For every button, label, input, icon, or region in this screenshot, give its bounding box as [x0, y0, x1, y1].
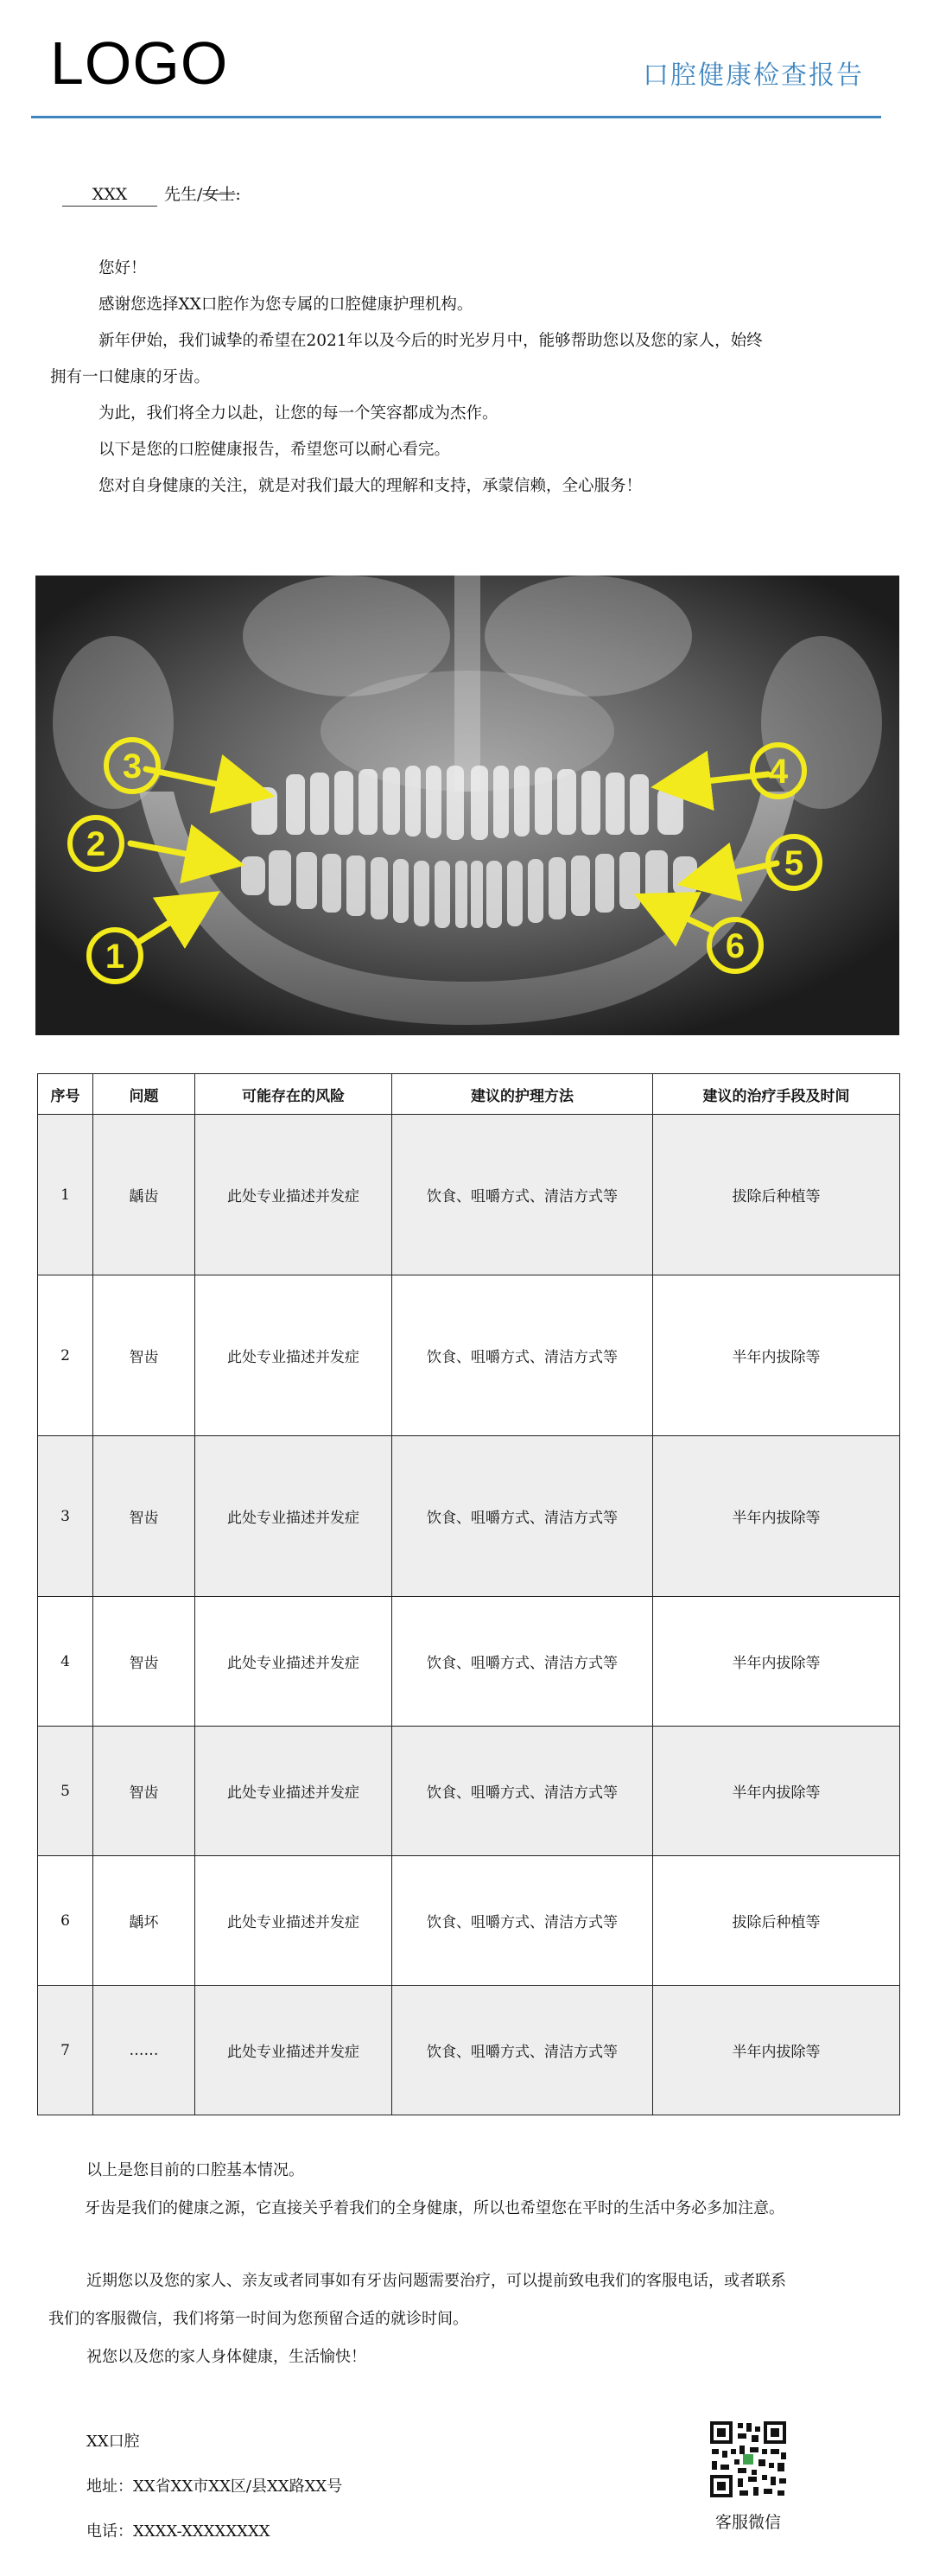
salutation-colon: : [235, 185, 241, 204]
table-row [38, 1597, 900, 1727]
closing-line: 近期您以及您的家人、亲友或者同事如有牙齿问题需要治疗，可以提前致电我们的客服电话，或者联系 [86, 2272, 786, 2290]
panoramic-xray-image [35, 576, 899, 1035]
letter-paragraph: 以下是您的口腔健康报告，希望您可以耐心看完。 [98, 441, 451, 459]
table-row [38, 1856, 900, 1986]
qr-code-icon [708, 2420, 788, 2499]
clinic-name: XX口腔 [86, 2433, 140, 2451]
letter-body [50, 251, 874, 505]
cell-care: 饮食、咀嚼方式、清洁方式等 [392, 1275, 653, 1436]
cell-issue: 智齿 [93, 1597, 195, 1727]
cell-index: 7 [38, 1986, 93, 2115]
closing-line: 以上是您目前的口腔基本情况。 [86, 2161, 304, 2179]
cell-issue: 龋坏 [93, 1856, 195, 1986]
letter-paragraph: 新年伊始，我们诚挚的希望在2021年以及今后的时光岁月中，能够帮助您以及您的家人，始终 [98, 332, 763, 350]
cell-risk: 此处专业描述并发症 [195, 1597, 392, 1727]
table-row [38, 1275, 900, 1436]
column-header: 序号 [38, 1074, 93, 1115]
table-row [38, 1727, 900, 1856]
clinic-phone: 电话：XXXX-XXXXXXXX [86, 2522, 270, 2541]
cell-issue: 智齿 [93, 1436, 195, 1597]
cell-index: 5 [38, 1727, 93, 1856]
cell-treatment: 拔除后种植等 [653, 1856, 900, 1986]
cell-treatment: 半年内拔除等 [653, 1727, 900, 1856]
report-table [37, 1073, 900, 2115]
cell-risk: 此处专业描述并发症 [195, 1436, 392, 1597]
table-row [38, 1115, 900, 1275]
table-row [38, 1986, 900, 2115]
salutation-struck-title: 女士 [202, 185, 236, 204]
column-header: 建议的护理方法 [392, 1074, 653, 1115]
column-header: 可能存在的风险 [195, 1074, 392, 1115]
column-header: 建议的治疗手段及时间 [653, 1074, 900, 1115]
table-row [38, 1436, 900, 1597]
cell-care: 饮食、咀嚼方式、清洁方式等 [392, 1115, 653, 1275]
cell-index: 1 [38, 1115, 93, 1275]
cell-risk: 此处专业描述并发症 [195, 1115, 392, 1275]
cell-treatment: 半年内拔除等 [653, 1986, 900, 2115]
cell-index: 4 [38, 1597, 93, 1727]
cell-issue: 智齿 [93, 1727, 195, 1856]
cell-care: 饮食、咀嚼方式、清洁方式等 [392, 1986, 653, 2115]
qr-code-label: 客服微信 [714, 2513, 781, 2532]
letter-greeting: 您好！ [98, 259, 147, 277]
closing-section [48, 2152, 907, 2376]
closing-line: 牙齿是我们的健康之源，它直接关乎着我们的全身健康，所以也希望您在平时的生活中务必多加注意。 [85, 2199, 784, 2217]
cell-risk: 此处专业描述并发症 [195, 1727, 392, 1856]
report-title: 口腔健康检查报告 [643, 60, 864, 91]
cell-care: 饮食、咀嚼方式、清洁方式等 [392, 1597, 653, 1727]
cell-issue: 龋齿 [93, 1115, 195, 1275]
cell-treatment: 半年内拔除等 [653, 1597, 900, 1727]
cell-issue: …… [93, 1986, 195, 2115]
logo: LOGO [50, 29, 229, 97]
patient-name: XXX [62, 185, 157, 207]
wechat-qr-code[interactable] [708, 2420, 788, 2499]
header-divider [31, 116, 881, 118]
marker-label-2: 2 [86, 825, 106, 863]
marker-label-5: 5 [784, 844, 804, 882]
marker-label-4: 4 [768, 753, 789, 791]
table-header-row [38, 1074, 900, 1115]
cell-risk: 此处专业描述并发症 [195, 1856, 392, 1986]
letter-paragraph-continued: 拥有一口健康的牙齿。 [50, 368, 211, 386]
letter-paragraph: 为此，我们将全力以赴，让您的每一个笑容都成为杰作。 [98, 404, 498, 423]
letter-paragraph: 感谢您选择XX口腔作为您专属的口腔健康护理机构。 [98, 296, 473, 314]
column-header: 问题 [93, 1074, 195, 1115]
cell-treatment: 半年内拔除等 [653, 1436, 900, 1597]
closing-line-continued: 我们的客服微信，我们将第一时间为您预留合适的就诊时间。 [48, 2310, 468, 2328]
cell-care: 饮食、咀嚼方式、清洁方式等 [392, 1436, 653, 1597]
xray-drawing [35, 576, 899, 1035]
cell-treatment: 半年内拔除等 [653, 1275, 900, 1436]
cell-index: 2 [38, 1275, 93, 1436]
cell-issue: 智齿 [93, 1275, 195, 1436]
cell-risk: 此处专业描述并发症 [195, 1275, 392, 1436]
cell-risk: 此处专业描述并发症 [195, 1986, 392, 2115]
cell-care: 饮食、咀嚼方式、清洁方式等 [392, 1727, 653, 1856]
footer-contact [86, 2420, 342, 2554]
cell-care: 饮食、咀嚼方式、清洁方式等 [392, 1856, 653, 1986]
marker-label-3: 3 [122, 747, 143, 786]
cell-index: 3 [38, 1436, 93, 1597]
salutation-title: 先生/ [164, 185, 203, 204]
salutation [62, 181, 241, 207]
closing-line: 祝您以及您的家人身体健康，生活愉快！ [86, 2348, 366, 2366]
clinic-address: 地址：XX省XX市XX区/县XX路XX号 [86, 2477, 343, 2496]
letter-paragraph: 您对自身健康的关注，就是对我们最大的理解和支持，承蒙信赖，全心服务！ [98, 477, 643, 495]
marker-label-6: 6 [725, 927, 746, 965]
cell-index: 6 [38, 1856, 93, 1986]
marker-label-1: 1 [105, 938, 125, 976]
cell-treatment: 拔除后种植等 [653, 1115, 900, 1275]
